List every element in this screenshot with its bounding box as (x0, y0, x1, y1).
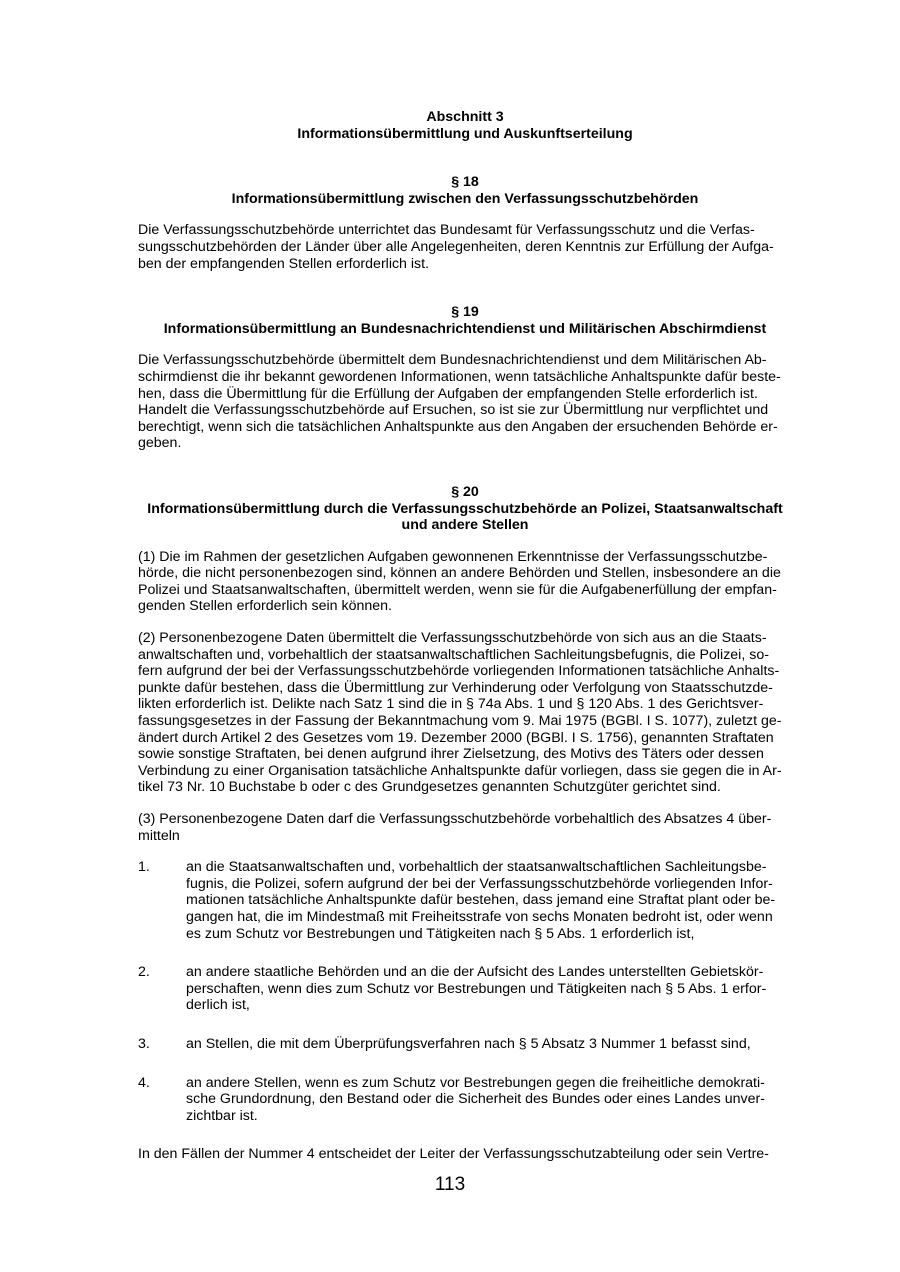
paragraph-18-heading (138, 174, 792, 207)
paragraph-18-text: Die Verfassungsschutzbehörde unterrichtet das Bundesamt für Verfassungsschutz und die Verfas- sungsschutzbehörden der Länder über alle Angelegenheiten, deren Kenntnis zur Erfüllung der Aufga- ben der empfangenden Stellen erforderlich ist. (138, 222, 774, 272)
list-item-number: 4. (138, 1074, 150, 1091)
closing-text: In den Fällen der Nummer 4 entscheidet der Leiter der Verfassungsschutzabteilung oder sein Vertre- (138, 1146, 769, 1163)
paragraph-number: § 20 (451, 483, 479, 500)
paragraph-title: Informationsübermittlung durch die Verfassungsschutzbehörde an Polizei, Staatsanwaltschaft (147, 500, 783, 517)
list-item (138, 1036, 792, 1053)
list-item-number: 1. (138, 859, 150, 876)
paragraph-title: Informationsübermittlung an Bundesnachrichtendienst und Militärischen Abschirmdienst (163, 320, 767, 337)
section-title: Abschnitt 3 (426, 109, 504, 125)
paragraph-20-absatz-2: (2) Personenbezogene Daten übermittelt die Verfassungsschutzbehörde von sich aus an die Staats- anwaltschaften und, vorbehaltlich der staatsanwaltschaftlichen Sachleitungsbefugnis, die Polizei, so- fern aufgrund der bei der Verfassungsschutzbehörde vorliegenden Informationen tatsächliche Anhalts- punkte dafür bestehen, dass die Übermittlung zur Verhinderung oder Verfolgung von Staatsschutzde- likten erforderlich ist. Delikte nach Satz 1 sind die in § 74a Abs. 1 und § 120 Abs. 1 des Gerichtsver- fassungsgesetzes in der Fassung der Bekanntmachung vom 9. Mai 1975 (BGBl. I S. 1077), zuletzt ge- ändert durch Artikel 2 des Gesetzes vom 19. Dezember 2000 (BGBl. I S. 1756), genannten Straftaten sowie sonstige Straftaten, bei denen aufgrund ihrer Zielsetzung, des Motivs des Täters oder dessen Verbindung zu einer Organisation tatsächliche Anhaltspunkte dafür vorliegen, dass sie gegen die in Ar- tikel 73 Nr. 10 Buchstabe b oder c des Grundgesetzes genannten Schutzgüter gerichtet sind. (138, 630, 782, 796)
paragraph-title-continued: und andere Stellen (401, 517, 529, 534)
paragraph-19-heading (138, 304, 792, 337)
list-item-text: an die Staatsanwaltschaften und, vorbehaltlich der staatsanwaltschaftlichen Sachleitungsbe- fugnis, die Polizei, sofern aufgrund der bei der Verfassungsschutzbehörde vorliegenden Infor- mationen tatsächliche Anhaltspunkte dafür bestehen, dass jemand eine Straftat plant oder be- gangen hat, die im Mindestmaß mit Freiheitsstrafe von sechs Monaten bedroht ist, oder wenn es zum Schutz vor Bestrebungen und Tätigkeiten nach § 5 Abs. 1 erforderlich ist, (186, 859, 776, 942)
paragraph-title: Informationsübermittlung zwischen den Verfassungsschutzbehörden (231, 190, 699, 207)
page-number: 113 (434, 1174, 466, 1195)
paragraph-19-text: Die Verfassungsschutzbehörde übermittelt dem Bundesnachrichtendienst und dem Militärischen Ab- schirmdienst die ihr bekannt gewordenen Informationen, wenn tatsächliche Anhaltspunkte dafür beste- hen, dass die Übermittlung für die Erfüllung der Aufgaben der empfangenden Stelle erforderlich ist. Handelt die Verfassungsschutzbehörde auf Ersuchen, so ist sie zur Übermittlung nur verpflichtet und berechtigt, wenn sich die tatsächlichen Anhaltspunkte aus den Angaben der ersuchenden Behörde er- geben. (138, 352, 781, 452)
section-subtitle: Informationsübermittlung und Auskunftserteilung (297, 125, 633, 142)
paragraph-20-absatz-1: (1) Die im Rahmen der gesetzlichen Aufgaben gewonnenen Erkenntnisse der Verfassungsschutzbe- hörde, die nicht personenbezogen sind, können an andere Behörden und Stellen, insbesondere an die Polizei und Staatsanwaltschaften, übermittelt werden, wenn sie für die Aufgabenerfüllung der empfan- genden Stellen erforderlich sein können. (138, 548, 781, 615)
list-item-text: an andere Stellen, wenn es zum Schutz vor Bestrebungen gegen die freiheitliche demokrati- sche Grundordnung, den Bestand oder die Sicherheit des Bundes oder eines Landes unver- zichtbar ist. (186, 1074, 765, 1124)
list-item-text: an Stellen, die mit dem Überprüfungsverfahren nach § 5 Absatz 3 Nummer 1 befasst sind, (186, 1035, 751, 1052)
page-content (138, 109, 792, 1163)
list-item-number: 3. (138, 1035, 150, 1052)
list-item (138, 859, 792, 942)
paragraph-20-absatz-3: (3) Personenbezogene Daten darf die Verfassungsschutzbehörde vorbehaltlich des Absatzes 4 über- mitteln (138, 811, 772, 844)
paragraph-number: § 19 (451, 304, 479, 321)
list-item (138, 964, 792, 1014)
paragraph-number: § 18 (451, 174, 479, 191)
list-item-number: 2. (138, 964, 150, 981)
paragraph-20-heading (138, 484, 792, 534)
list-item-text: an andere staatliche Behörden und an die der Aufsicht des Landes unterstellten Gebietskör- perschaften, wenn dies zum Schutz vor Bestrebungen und Tätigkeiten nach § 5 Abs. 1 erfor- derlich ist, (186, 964, 767, 1014)
list-item (138, 1075, 792, 1125)
section-header (138, 109, 792, 142)
